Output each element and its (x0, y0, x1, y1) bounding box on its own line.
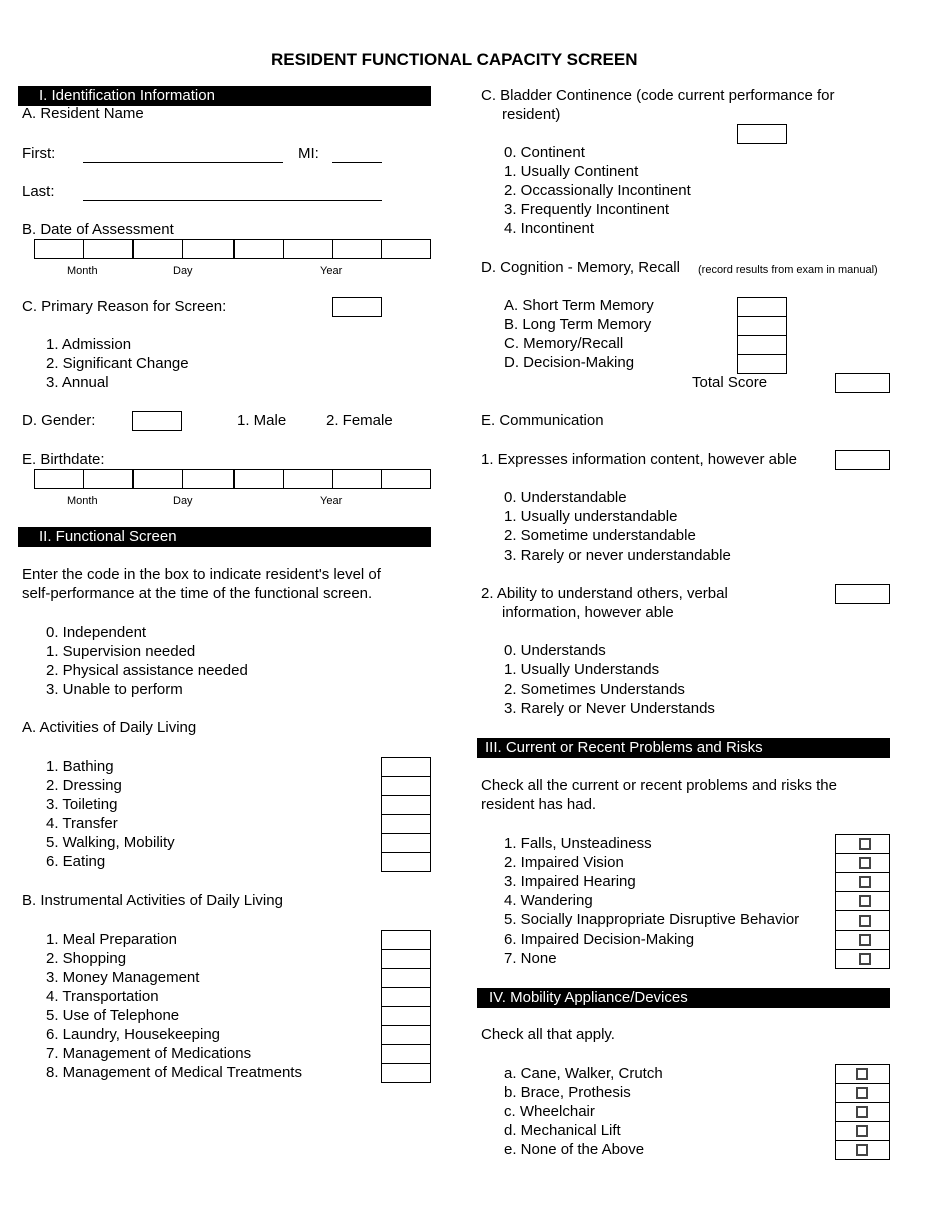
problem-item: 3. Impaired Hearing (504, 873, 636, 890)
checkbox[interactable] (859, 953, 871, 965)
page-title: RESIDENT FUNCTIONAL CAPACITY SCREEN (271, 50, 638, 69)
first-name-label: First: (22, 145, 56, 162)
checkbox[interactable] (859, 857, 871, 869)
adl-item: 3. Toileting (46, 796, 118, 813)
problem-checkbox-cell (835, 872, 890, 892)
problem-checkbox-cell (835, 834, 890, 854)
mobility-item: a. Cane, Walker, Crutch (504, 1065, 663, 1082)
checkbox[interactable] (856, 1144, 868, 1156)
problem-checkbox-cell (835, 891, 890, 911)
problem-checkbox-cell (835, 949, 890, 969)
expresses-option: 0. Understandable (504, 489, 627, 506)
year-caption: Year (320, 265, 343, 277)
checkbox[interactable] (859, 876, 871, 888)
iadl-item: 7. Management of Medications (46, 1045, 252, 1062)
problem-item: 4. Wandering (504, 892, 593, 909)
iadl-item: 8. Management of Medical Treatments (46, 1064, 302, 1081)
checkbox[interactable] (856, 1106, 868, 1118)
day-caption: Day (173, 265, 193, 277)
problem-item: 6. Impaired Decision-Making (504, 931, 695, 948)
adl-code-box[interactable] (381, 776, 431, 796)
iadl-code-box[interactable] (381, 987, 431, 1007)
understand-code-box[interactable] (835, 584, 890, 604)
checkbox[interactable] (856, 1125, 868, 1137)
checkbox[interactable] (859, 934, 871, 946)
iadl-item: 4. Transportation (46, 988, 159, 1005)
section-2-header: II. Functional Screen (18, 527, 431, 547)
date-of-assessment-field[interactable] (34, 239, 431, 259)
mobility-item: d. Mechanical Lift (504, 1122, 621, 1139)
iadl-code-box[interactable] (381, 968, 431, 988)
iadl-item: 5. Use of Telephone (46, 1007, 180, 1024)
understand-question: 2. Ability to understand others, verbal (481, 585, 728, 602)
understand-option: 2. Sometimes Understands (504, 681, 685, 698)
total-score-label: Total Score (692, 374, 768, 391)
day-caption: Day (173, 495, 193, 507)
iadl-item: 3. Money Management (46, 969, 200, 986)
problem-checkbox-cell (835, 910, 890, 931)
understand-option: 3. Rarely or Never Understands (504, 700, 715, 717)
checkbox[interactable] (856, 1087, 868, 1099)
problem-item: 1. Falls, Unsteadiness (504, 835, 652, 852)
bladder-option: 3. Frequently Incontinent (504, 201, 670, 218)
iadl-item: 6. Laundry, Housekeeping (46, 1026, 221, 1043)
section-4-header: IV. Mobility Appliance/Devices (477, 988, 890, 1008)
cognition-score-box[interactable] (737, 297, 787, 317)
mobility-item: b. Brace, Prothesis (504, 1084, 631, 1101)
mobility-checkbox-cell (835, 1102, 890, 1122)
cognition-score-box[interactable] (737, 354, 787, 374)
checkbox[interactable] (859, 915, 871, 927)
adl-item: 6. Eating (46, 853, 106, 870)
mi-field[interactable] (332, 162, 382, 163)
reason-option: 3. Annual (46, 374, 109, 391)
month-caption: Month (67, 265, 98, 277)
iadl-item: 1. Meal Preparation (46, 931, 177, 948)
functional-intro-line: self-performance at the time of the functional screen. (22, 585, 373, 602)
bladder-option: 1. Usually Continent (504, 163, 639, 180)
adl-item: 4. Transfer (46, 815, 118, 832)
birthdate-label: E. Birthdate: (22, 451, 105, 468)
iadl-code-box[interactable] (381, 1006, 431, 1026)
adl-item: 2. Dressing (46, 777, 122, 794)
last-name-field[interactable] (83, 200, 382, 201)
cognition-score-box[interactable] (737, 316, 787, 336)
mobility-checkbox-cell (835, 1121, 890, 1141)
iadl-code-box[interactable] (381, 1025, 431, 1045)
iadl-code-box[interactable] (381, 1063, 431, 1083)
reason-option: 2. Significant Change (46, 355, 189, 372)
section-3-header: III. Current or Recent Problems and Risks (477, 738, 890, 758)
functional-intro-line: Enter the code in the box to indicate resident's level of (22, 566, 381, 583)
problems-intro-line: Check all the current or recent problems and risks the (481, 777, 837, 794)
mobility-checkbox-cell (835, 1083, 890, 1103)
adl-code-box[interactable] (381, 833, 431, 853)
expresses-option: 3. Rarely or never understandable (504, 547, 731, 564)
communication-label: E. Communication (481, 412, 604, 429)
bladder-option: 0. Continent (504, 144, 585, 161)
code-option: 1. Supervision needed (46, 643, 196, 660)
problem-checkbox-cell (835, 930, 890, 950)
section-1-header: I. Identification Information (18, 86, 431, 106)
adl-item: 5. Walking, Mobility (46, 834, 175, 851)
problem-item: 7. None (504, 950, 557, 967)
iadl-code-box[interactable] (381, 949, 431, 969)
cognition-item: A. Short Term Memory (504, 297, 654, 314)
expresses-code-box[interactable] (835, 450, 890, 470)
bladder-option: 4. Incontinent (504, 220, 595, 237)
understand-option: 1. Usually Understands (504, 661, 660, 678)
bladder-continence-label: C. Bladder Continence (code current performance for (481, 87, 835, 104)
mobility-intro: Check all that apply. (481, 1026, 615, 1043)
iadl-label: B. Instrumental Activities of Daily Living (22, 892, 283, 909)
iadl-item: 2. Shopping (46, 950, 127, 967)
gender-box[interactable] (132, 411, 182, 431)
checkbox[interactable] (859, 895, 871, 907)
problem-item: 5. Socially Inappropriate Disruptive Behavior (504, 911, 800, 928)
understand-question-cont: information, however able (502, 604, 674, 621)
gender-female-option: 2. Female (326, 412, 393, 429)
date-of-assessment-label: B. Date of Assessment (22, 221, 174, 238)
total-score-box[interactable] (835, 373, 890, 393)
month-caption: Month (67, 495, 98, 507)
cognition-item: C. Memory/Recall (504, 335, 624, 352)
problem-item: 2. Impaired Vision (504, 854, 624, 871)
problems-intro-line: resident has had. (481, 796, 597, 813)
adl-code-box[interactable] (381, 757, 431, 777)
adl-code-box[interactable] (381, 814, 431, 834)
expresses-question: 1. Expresses information content, however able (481, 451, 798, 468)
reason-option: 1. Admission (46, 336, 132, 353)
understand-option: 0. Understands (504, 642, 606, 659)
bladder-continence-label-cont: resident) (502, 106, 561, 123)
resident-name-label: A. Resident Name (22, 105, 144, 122)
cognition-score-box[interactable] (737, 335, 787, 355)
checkbox[interactable] (856, 1068, 868, 1080)
year-caption: Year (320, 495, 343, 507)
adl-label: A. Activities of Daily Living (22, 719, 197, 736)
checkbox[interactable] (859, 838, 871, 850)
last-name-label: Last: (22, 183, 55, 200)
cognition-item: D. Decision-Making (504, 354, 635, 371)
bladder-code-box[interactable] (737, 124, 787, 144)
cognition-label: D. Cognition - Memory, Recall (481, 259, 680, 276)
gender-label: D. Gender: (22, 412, 96, 429)
mi-label: MI: (298, 145, 319, 162)
problem-checkbox-cell (835, 853, 890, 873)
primary-reason-box[interactable] (332, 297, 382, 317)
primary-reason-label: C. Primary Reason for Screen: (22, 298, 227, 315)
cognition-note: (record results from exam in manual) (698, 264, 878, 276)
bladder-option: 2. Occassionally Incontinent (504, 182, 691, 199)
code-option: 0. Independent (46, 624, 147, 641)
iadl-code-box[interactable] (381, 1044, 431, 1064)
first-name-field[interactable] (83, 162, 283, 163)
cognition-item: B. Long Term Memory (504, 316, 652, 333)
gender-male-option: 1. Male (237, 412, 287, 429)
mobility-checkbox-cell (835, 1064, 890, 1084)
expresses-option: 2. Sometime understandable (504, 527, 696, 544)
birthdate-field[interactable] (34, 469, 431, 489)
mobility-item: c. Wheelchair (504, 1103, 595, 1120)
code-option: 3. Unable to perform (46, 681, 183, 698)
mobility-checkbox-cell (835, 1140, 890, 1160)
adl-code-box[interactable] (381, 852, 431, 872)
iadl-code-box[interactable] (381, 930, 431, 950)
mobility-item: e. None of the Above (504, 1141, 645, 1158)
adl-code-box[interactable] (381, 795, 431, 815)
adl-item: 1. Bathing (46, 758, 114, 775)
expresses-option: 1. Usually understandable (504, 508, 678, 525)
code-option: 2. Physical assistance needed (46, 662, 248, 679)
